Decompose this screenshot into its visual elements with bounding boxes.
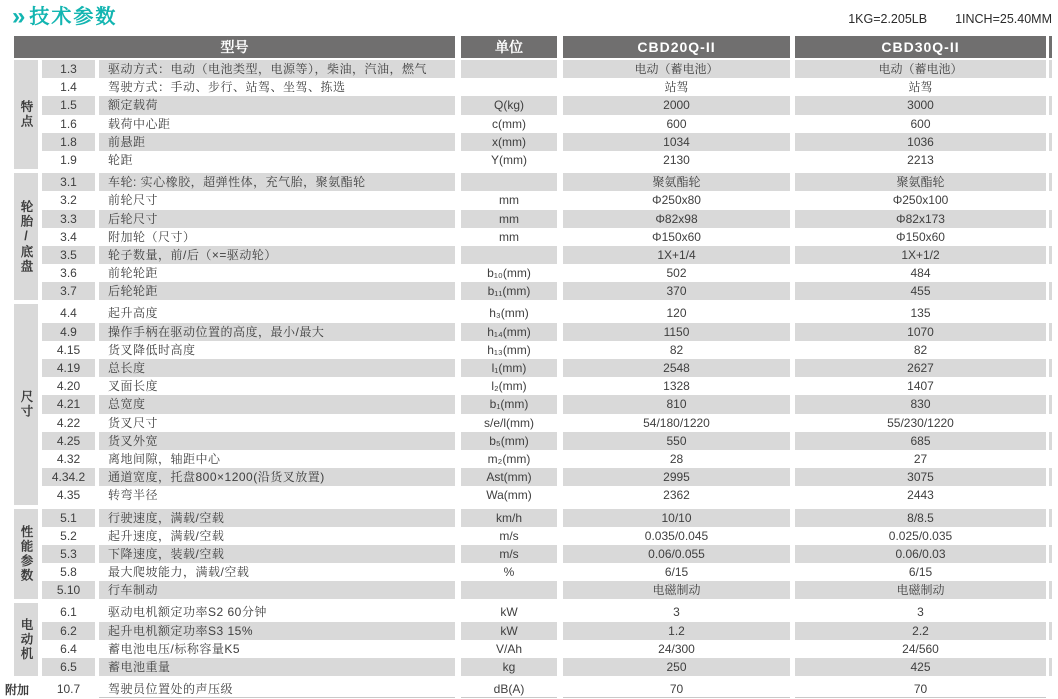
table-section bbox=[14, 603, 1052, 676]
row-id: 1.6 bbox=[60, 116, 77, 131]
row-description: 蓄电池重量 bbox=[99, 658, 455, 676]
value-cbd30q-ii: 830 bbox=[795, 395, 1046, 413]
row-id: 1.8 bbox=[42, 133, 95, 151]
row-edge-strip bbox=[1049, 622, 1052, 640]
row-unit bbox=[461, 173, 557, 191]
value-cbd20q-ii: 3 bbox=[673, 605, 680, 620]
value-cbd20q-ii: 28 bbox=[669, 451, 684, 466]
unit-conversion-note bbox=[848, 12, 1052, 26]
row-edge-strip bbox=[1049, 563, 1052, 581]
value-cbd30q-ii: 135 bbox=[910, 306, 931, 321]
value-cbd30q-ii: 55/230/1220 bbox=[887, 415, 954, 430]
row-unit: Q(kg) bbox=[461, 96, 557, 114]
row-id: 3.2 bbox=[60, 193, 77, 208]
value-cbd20q-ii: Φ250x80 bbox=[652, 193, 701, 208]
section-label: 尺寸 bbox=[14, 304, 38, 504]
column-header-model: 型号 bbox=[14, 36, 455, 58]
row-unit: h₁₄(mm) bbox=[461, 323, 557, 341]
row-unit bbox=[461, 60, 557, 78]
value-cbd20q-ii: 2995 bbox=[563, 468, 790, 486]
row-unit: c(mm) bbox=[492, 116, 526, 131]
row-edge-strip bbox=[1049, 486, 1052, 504]
section-label: 轮胎/底盘 bbox=[14, 173, 38, 300]
row-id: 4.32 bbox=[56, 451, 81, 466]
section-label: 性能参数 bbox=[14, 509, 38, 600]
row-unit: km/h bbox=[461, 509, 557, 527]
row-id: 4.20 bbox=[56, 379, 81, 394]
value-cbd20q-ii: 2362 bbox=[663, 488, 690, 503]
row-id: 5.10 bbox=[42, 581, 95, 599]
row-description: 离地间隙，轴距中心 bbox=[108, 451, 221, 466]
row-edge-strip bbox=[1049, 581, 1052, 599]
value-cbd20q-ii: 600 bbox=[666, 116, 687, 131]
row-description: 转弯半径 bbox=[108, 488, 159, 503]
value-cbd30q-ii: 聚氨酯轮 bbox=[795, 173, 1046, 191]
header-edge-strip bbox=[1049, 36, 1052, 58]
row-description: 驾驶方式：手动、步行、站驾、坐驾、拣选 bbox=[108, 80, 346, 95]
value-cbd20q-ii: 1150 bbox=[563, 323, 790, 341]
row-description: 后轮尺寸 bbox=[99, 210, 455, 228]
value-cbd20q-ii: 1X+1/4 bbox=[563, 246, 790, 264]
value-cbd20q-ii: 54/180/1220 bbox=[643, 415, 710, 430]
table-section bbox=[14, 304, 1052, 504]
row-edge-strip bbox=[1049, 96, 1052, 114]
value-cbd30q-ii: 0.06/0.03 bbox=[795, 545, 1046, 563]
value-cbd30q-ii: 8/8.5 bbox=[795, 509, 1046, 527]
row-unit: Wa(mm) bbox=[486, 488, 532, 503]
page-title-text: 技术参数 bbox=[29, 6, 118, 28]
row-unit: b₅(mm) bbox=[461, 432, 557, 450]
value-cbd20q-ii: 2548 bbox=[563, 359, 790, 377]
value-cbd30q-ii: 24/560 bbox=[902, 641, 939, 656]
row-edge-strip bbox=[1049, 246, 1052, 264]
section-label: 特点 bbox=[14, 60, 38, 169]
row-edge-strip bbox=[1049, 264, 1052, 282]
row-unit: mm bbox=[499, 193, 519, 208]
row-edge-strip bbox=[1049, 468, 1052, 486]
value-cbd20q-ii: 1.2 bbox=[563, 622, 790, 640]
row-unit bbox=[461, 246, 557, 264]
row-description: 驾驶员位置处的声压级 bbox=[99, 680, 455, 698]
row-description: 行车制动 bbox=[99, 581, 455, 599]
row-unit: kW bbox=[461, 622, 557, 640]
row-edge-strip bbox=[1049, 432, 1052, 450]
value-cbd30q-ii: 2443 bbox=[907, 488, 934, 503]
row-edge-strip bbox=[1049, 527, 1052, 545]
row-description: 蓄电池电压/标称容量K5 bbox=[108, 641, 241, 656]
value-cbd30q-ii: 6/15 bbox=[908, 565, 933, 580]
row-id: 4.21 bbox=[42, 395, 95, 413]
row-unit: kW bbox=[500, 605, 518, 620]
value-cbd20q-ii: 502 bbox=[666, 266, 687, 281]
value-cbd20q-ii: 聚氨酯轮 bbox=[563, 173, 790, 191]
row-description: 起升电机额定功率S3 15% bbox=[99, 622, 455, 640]
row-description: 叉面长度 bbox=[108, 379, 159, 394]
value-cbd20q-ii: 电动（蓄电池） bbox=[563, 60, 790, 78]
row-description: 行驶速度，满载/空载 bbox=[99, 509, 455, 527]
row-id: 1.5 bbox=[42, 96, 95, 114]
row-id: 4.22 bbox=[56, 415, 81, 430]
value-cbd30q-ii: 电磁制动 bbox=[795, 581, 1046, 599]
title-bar bbox=[0, 0, 1058, 36]
row-unit: b₁₁(mm) bbox=[461, 282, 557, 300]
value-cbd20q-ii: Φ82x98 bbox=[563, 210, 790, 228]
row-id: 4.9 bbox=[42, 323, 95, 341]
spec-table bbox=[5, 36, 1052, 698]
column-header-cbd20q-ii: CBD20Q-II bbox=[563, 36, 790, 58]
row-unit: Ast(mm) bbox=[461, 468, 557, 486]
row-description: 货叉降低时高度 bbox=[108, 342, 196, 357]
value-cbd20q-ii: 2000 bbox=[563, 96, 790, 114]
row-edge-strip bbox=[1049, 603, 1052, 621]
row-id: 5.1 bbox=[42, 509, 95, 527]
value-cbd20q-ii: 1034 bbox=[563, 133, 790, 151]
row-unit: kg bbox=[461, 658, 557, 676]
row-description: 前轮轮距 bbox=[108, 266, 159, 281]
value-cbd30q-ii: Φ82x173 bbox=[795, 210, 1046, 228]
value-cbd30q-ii: 425 bbox=[795, 658, 1046, 676]
row-description: 额定载荷 bbox=[99, 96, 455, 114]
row-unit: % bbox=[503, 565, 515, 580]
value-cbd30q-ii: Φ150x60 bbox=[896, 229, 945, 244]
row-description: 驱动方式：电动（电池类型，电源等），柴油，汽油，燃气 bbox=[99, 60, 455, 78]
row-description: 总宽度 bbox=[99, 395, 455, 413]
row-unit: Y(mm) bbox=[491, 152, 527, 167]
row-description: 载荷中心距 bbox=[108, 116, 171, 131]
row-id: 5.2 bbox=[60, 528, 77, 543]
value-cbd20q-ii: 250 bbox=[563, 658, 790, 676]
row-edge-strip bbox=[1049, 78, 1052, 96]
row-edge-strip bbox=[1049, 151, 1052, 169]
table-section bbox=[5, 680, 1052, 698]
row-id: 10.7 bbox=[56, 682, 81, 697]
row-id: 5.8 bbox=[60, 565, 77, 580]
column-header-cbd30q-ii: CBD30Q-II bbox=[795, 36, 1046, 58]
table-section bbox=[14, 173, 1052, 300]
row-edge-strip bbox=[1049, 173, 1052, 191]
row-edge-strip bbox=[1049, 377, 1052, 395]
row-unit: dB(A) bbox=[461, 680, 557, 698]
value-cbd20q-ii: 82 bbox=[669, 342, 684, 357]
value-cbd30q-ii: 3075 bbox=[795, 468, 1046, 486]
value-cbd20q-ii: 120 bbox=[666, 306, 687, 321]
row-description: 货叉外宽 bbox=[99, 432, 455, 450]
row-description: 最大爬坡能力，满载/空载 bbox=[108, 565, 250, 580]
row-unit: m₂(mm) bbox=[487, 451, 531, 466]
value-cbd20q-ii: 电磁制动 bbox=[563, 581, 790, 599]
value-cbd30q-ii: 27 bbox=[913, 451, 928, 466]
value-cbd30q-ii: Φ250x100 bbox=[892, 193, 949, 208]
row-description: 通道宽度，托盘800×1200(沿货叉放置) bbox=[99, 468, 455, 486]
row-id: 6.5 bbox=[42, 658, 95, 676]
row-edge-strip bbox=[1049, 509, 1052, 527]
row-id: 4.19 bbox=[42, 359, 95, 377]
row-id: 3.6 bbox=[60, 266, 77, 281]
row-id: 4.35 bbox=[56, 488, 81, 503]
kg-conversion-text: 1KG=2.205LB bbox=[848, 12, 928, 26]
row-edge-strip bbox=[1049, 680, 1052, 698]
row-edge-strip bbox=[1049, 359, 1052, 377]
row-unit: b₁(mm) bbox=[461, 395, 557, 413]
row-unit: m/s bbox=[499, 528, 519, 543]
value-cbd20q-ii: 1328 bbox=[663, 379, 690, 394]
row-edge-strip bbox=[1049, 191, 1052, 209]
value-cbd30q-ii: 1407 bbox=[907, 379, 934, 394]
row-id: 3.4 bbox=[60, 229, 77, 244]
row-unit bbox=[461, 78, 557, 96]
row-unit: V/Ah bbox=[495, 641, 522, 656]
value-cbd30q-ii: 1070 bbox=[795, 323, 1046, 341]
row-unit: h₃(mm) bbox=[489, 306, 529, 321]
value-cbd30q-ii: 电动（蓄电池） bbox=[795, 60, 1046, 78]
row-description: 总长度 bbox=[99, 359, 455, 377]
value-cbd30q-ii: 3000 bbox=[795, 96, 1046, 114]
value-cbd30q-ii: 82 bbox=[913, 342, 928, 357]
row-unit: m/s bbox=[461, 545, 557, 563]
row-id: 5.3 bbox=[42, 545, 95, 563]
row-description: 后轮轮距 bbox=[99, 282, 455, 300]
section-label: 附加 bbox=[5, 682, 30, 697]
row-description: 下降速度，装载/空载 bbox=[99, 545, 455, 563]
value-cbd30q-ii: 0.025/0.035 bbox=[888, 528, 953, 543]
row-description: 轮子数量，前/后（×=驱动轮） bbox=[99, 246, 455, 264]
row-description: 货叉尺寸 bbox=[108, 415, 159, 430]
row-description: 车轮: 实心橡胶，超弹性体，充气胎，聚氨酯轮 bbox=[99, 173, 455, 191]
value-cbd30q-ii: 455 bbox=[795, 282, 1046, 300]
row-description: 轮距 bbox=[108, 152, 134, 167]
value-cbd30q-ii: 1036 bbox=[795, 133, 1046, 151]
row-description: 前悬距 bbox=[99, 133, 455, 151]
row-id: 4.34.2 bbox=[42, 468, 95, 486]
row-unit: l₂(mm) bbox=[491, 379, 527, 394]
value-cbd20q-ii: 站驾 bbox=[664, 80, 689, 95]
row-id: 6.2 bbox=[42, 622, 95, 640]
value-cbd30q-ii: 1X+1/2 bbox=[795, 246, 1046, 264]
value-cbd20q-ii: 24/300 bbox=[658, 641, 695, 656]
row-id: 4.15 bbox=[56, 342, 81, 357]
row-unit bbox=[461, 581, 557, 599]
value-cbd30q-ii: 484 bbox=[910, 266, 931, 281]
value-cbd30q-ii: 2627 bbox=[795, 359, 1046, 377]
value-cbd20q-ii: 6/15 bbox=[664, 565, 689, 580]
row-edge-strip bbox=[1049, 545, 1052, 563]
row-edge-strip bbox=[1049, 450, 1052, 468]
row-edge-strip bbox=[1049, 210, 1052, 228]
value-cbd30q-ii: 3 bbox=[917, 605, 924, 620]
value-cbd20q-ii: 10/10 bbox=[563, 509, 790, 527]
value-cbd20q-ii: 0.06/0.055 bbox=[563, 545, 790, 563]
inch-conversion-text: 1INCH=25.40MM bbox=[955, 12, 1052, 26]
row-unit: mm bbox=[499, 229, 519, 244]
table-section bbox=[14, 60, 1052, 169]
double-chevron-icon: » bbox=[12, 3, 24, 30]
value-cbd30q-ii: 站驾 bbox=[908, 80, 933, 95]
row-edge-strip bbox=[1049, 60, 1052, 78]
row-description: 驱动电机额定功率S2 60分钟 bbox=[108, 605, 267, 620]
row-edge-strip bbox=[1049, 304, 1052, 322]
table-section bbox=[14, 509, 1052, 600]
row-edge-strip bbox=[1049, 323, 1052, 341]
value-cbd20q-ii: 370 bbox=[563, 282, 790, 300]
row-description: 起升高度 bbox=[108, 306, 159, 321]
value-cbd30q-ii: 2.2 bbox=[795, 622, 1046, 640]
row-edge-strip bbox=[1049, 640, 1052, 658]
row-unit: b₁₀(mm) bbox=[487, 266, 531, 281]
row-description: 起升速度，满载/空载 bbox=[108, 528, 225, 543]
row-id: 1.4 bbox=[60, 80, 77, 95]
row-unit: x(mm) bbox=[461, 133, 557, 151]
value-cbd20q-ii: 550 bbox=[563, 432, 790, 450]
row-id: 6.1 bbox=[60, 605, 77, 620]
row-edge-strip bbox=[1049, 395, 1052, 413]
row-edge-strip bbox=[1049, 414, 1052, 432]
row-edge-strip bbox=[1049, 341, 1052, 359]
row-edge-strip bbox=[1049, 282, 1052, 300]
value-cbd30q-ii: 2213 bbox=[907, 152, 934, 167]
row-description: 操作手柄在驱动位置的高度，最小/最大 bbox=[99, 323, 455, 341]
row-id: 3.3 bbox=[42, 210, 95, 228]
row-unit: s/e/l(mm) bbox=[484, 415, 534, 430]
column-header-unit: 单位 bbox=[461, 36, 557, 58]
table-body bbox=[5, 60, 1052, 698]
row-id: 3.7 bbox=[42, 282, 95, 300]
row-unit: mm bbox=[461, 210, 557, 228]
value-cbd20q-ii: 70 bbox=[563, 680, 790, 698]
row-edge-strip bbox=[1049, 658, 1052, 676]
row-unit: l₁(mm) bbox=[461, 359, 557, 377]
row-edge-strip bbox=[1049, 133, 1052, 151]
value-cbd30q-ii: 685 bbox=[795, 432, 1046, 450]
value-cbd20q-ii: 0.035/0.045 bbox=[644, 528, 709, 543]
row-id: 3.1 bbox=[42, 173, 95, 191]
row-id: 1.3 bbox=[42, 60, 95, 78]
value-cbd30q-ii: 70 bbox=[795, 680, 1046, 698]
value-cbd20q-ii: Φ150x60 bbox=[652, 229, 701, 244]
value-cbd30q-ii: 600 bbox=[910, 116, 931, 131]
section-label: 电动机 bbox=[14, 603, 38, 676]
row-id: 4.25 bbox=[42, 432, 95, 450]
row-edge-strip bbox=[1049, 228, 1052, 246]
row-id: 4.4 bbox=[60, 306, 77, 321]
row-edge-strip bbox=[1049, 115, 1052, 133]
row-unit: h₁₃(mm) bbox=[487, 342, 531, 357]
row-id: 3.5 bbox=[42, 246, 95, 264]
value-cbd20q-ii: 2130 bbox=[663, 152, 690, 167]
row-description: 附加轮（尺寸） bbox=[108, 229, 196, 244]
table-header-row bbox=[14, 36, 1052, 58]
row-id: 1.9 bbox=[60, 152, 77, 167]
value-cbd20q-ii: 810 bbox=[563, 395, 790, 413]
page-title bbox=[12, 5, 117, 29]
row-description: 前轮尺寸 bbox=[108, 193, 159, 208]
row-id: 6.4 bbox=[60, 641, 77, 656]
